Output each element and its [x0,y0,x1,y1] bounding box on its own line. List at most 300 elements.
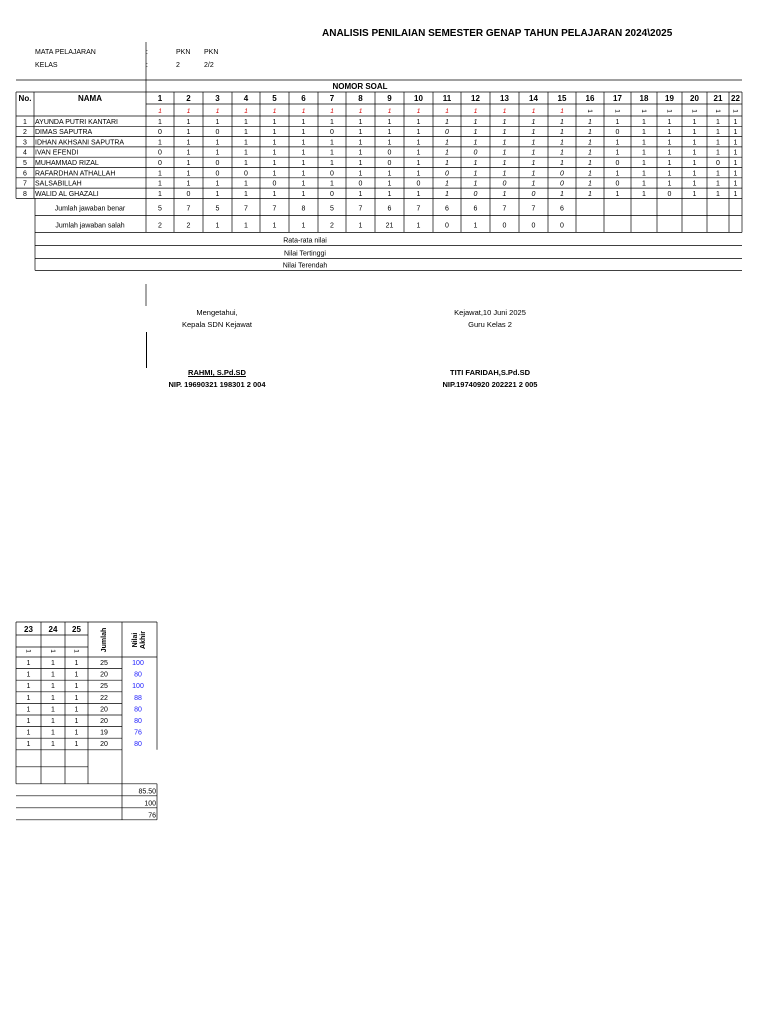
answer-cell: 0 [667,190,672,198]
answer-cell: 1 [588,170,592,178]
answer-cell: 0 [387,149,392,157]
jumlah-value: 20 [100,718,108,725]
answer-cell: 1 [716,139,720,147]
answer-cell: 1 [692,160,697,167]
answer-cell: 1 [692,170,697,178]
answer-cell: 1 [186,139,191,147]
answer-cell: 1 [642,118,646,126]
answer-cell: 1 [692,139,697,147]
answer-cell: 1 [642,160,646,167]
answer-cell: 1 [330,160,334,167]
answer-cell: 1 [560,129,564,137]
answer-cell: 1 [215,180,220,188]
jumlah-salah-value: 2 [186,222,191,230]
cont-question-number: 24 [48,625,58,634]
jumlah-benar-value: 7 [272,205,277,213]
answer-cell: 1 [215,190,220,198]
rata-rata-value: 85.50 [138,788,156,796]
answer-cell: 0 [560,180,564,188]
question-number: 9 [387,94,392,103]
answer-key: 1 [714,109,721,113]
student-name: IVAN EFENDI [35,149,79,157]
cont-answer-cell: 1 [74,706,79,714]
question-number: 2 [186,94,191,103]
jumlah-salah-value: 21 [385,222,394,230]
answer-cell: 1 [301,139,306,147]
cont-question-number: 23 [24,625,33,634]
answer-cell: 1 [531,139,536,147]
question-number: 11 [442,94,452,103]
jumlah-value: 22 [100,694,108,702]
question-number: 22 [731,94,740,103]
answer-cell: 1 [387,180,392,188]
answer-cell: 1 [733,118,738,126]
answer-cell: 1 [244,129,248,137]
answer-cell: 1 [502,129,507,137]
answer-cell: 0 [445,129,449,137]
answer-cell: 1 [560,139,564,147]
jumlah-salah-value: 1 [473,222,478,230]
answer-key: 1 [665,109,673,113]
answer-cell: 1 [158,139,162,147]
answer-cell: 1 [445,118,449,126]
nilai-akhir-value: 80 [134,706,142,714]
answer-cell: 1 [733,149,738,157]
answer-key: 1 [330,108,334,115]
student-no: 7 [23,180,27,188]
answer-cell: 0 [272,180,277,188]
jumlah-value: 19 [100,729,108,737]
jumlah-benar-value: 7 [531,205,536,213]
question-number: 10 [414,94,423,103]
cont-question-number: 25 [72,625,81,634]
jumlah-benar-label: Jumlah jawaban benar [54,205,126,213]
rata-rata-label: Rata-rata nilai [283,237,327,245]
cont-answer-cell: 1 [26,660,31,667]
cont-answer-cell: 1 [51,741,55,749]
answer-cell: 1 [301,170,306,178]
answer-cell: 0 [244,170,248,178]
jumlah-benar-value: 7 [502,205,507,213]
answer-cell: 1 [358,129,363,137]
answer-cell: 1 [692,190,697,198]
answer-cell: 1 [158,190,162,198]
question-number: 15 [557,94,567,103]
answer-cell: 0 [531,190,536,198]
question-number: 21 [713,94,723,103]
answer-cell: 1 [733,180,738,188]
kelas-value: 2 [176,62,180,69]
answer-cell: 1 [272,139,277,147]
cont-answer-cell: 1 [74,671,79,679]
answer-cell: 1 [588,190,592,198]
answer-cell: 1 [330,139,334,147]
nilai-akhir-value: 88 [134,694,142,702]
answer-cell: 1 [667,149,672,157]
answer-cell: 1 [733,160,738,167]
answer-cell: 1 [692,149,697,157]
cont-answer-cell: 1 [26,729,31,737]
cont-answer-cell: 1 [74,694,79,702]
answer-cell: 1 [215,118,220,126]
jumlah-benar-value: 7 [358,205,363,213]
answer-cell: 1 [215,149,220,157]
answer-cell: 1 [473,170,478,178]
cont-answer-cell: 1 [74,718,79,725]
jumlah-salah-value: 2 [158,222,162,230]
answer-cell: 1 [716,190,720,198]
answer-cell: 1 [733,129,738,137]
answer-cell: 1 [215,139,220,147]
answer-cell: 1 [416,129,421,137]
right-position: Guru Kelas 2 [468,320,512,329]
jumlah-salah-value: 0 [560,222,564,230]
answer-cell: 1 [642,149,646,157]
answer-cell: 1 [502,160,507,167]
answer-cell: 1 [272,170,277,178]
jumlah-value: 25 [100,683,108,691]
answer-cell: 1 [588,160,592,167]
answer-cell: 1 [692,129,697,137]
nilai-akhir-value: 80 [134,741,142,749]
answer-cell: 1 [716,149,720,157]
answer-cell: 1 [387,190,392,198]
answer-cell: 1 [502,139,507,147]
answer-cell: 1 [588,129,592,137]
jumlah-benar-value: 7 [244,205,248,213]
student-no: 6 [23,170,27,178]
answer-cell: 1 [272,149,277,157]
answer-cell: 1 [531,129,536,137]
jumlah-value: 20 [100,706,108,714]
answer-cell: 1 [301,118,306,126]
nilai-terendah-label: Nilai Terendah [282,262,328,270]
nilai-akhir-value: 76 [134,729,142,737]
answer-cell: 1 [667,118,672,126]
answer-cell: 0 [445,170,449,178]
answer-cell: 1 [416,149,421,157]
nomor-soal-header: NOMOR SOAL [332,82,388,91]
answer-key: 1 [613,109,621,113]
answer-cell: 1 [667,139,672,147]
jumlah-benar-value: 6 [387,205,392,213]
answer-cell: 1 [330,149,334,157]
answer-cell: 0 [358,180,363,188]
question-number: 16 [585,94,595,103]
answer-cell: 1 [716,170,720,178]
question-number: 4 [243,94,249,103]
answer-cell: 1 [330,118,334,126]
answer-cell: 0 [158,149,162,157]
answer-cell: 1 [186,129,191,137]
student-no: 1 [23,118,27,126]
student-no: 8 [23,190,27,198]
kelas-label: KELAS [35,62,58,69]
answer-cell: 1 [531,170,536,178]
cont-answer-cell: 1 [74,660,79,667]
answer-cell: 1 [387,129,392,137]
answer-cell: 1 [560,190,564,198]
answer-cell: 1 [301,129,306,137]
jumlah-salah-value: 0 [531,222,536,230]
no-header: No. [18,94,32,103]
right-signer-nip: NIP.19740920 202221 2 005 [442,380,538,389]
answer-cell: 1 [531,149,536,157]
answer-cell: 1 [642,139,646,147]
student-no: 3 [23,139,27,147]
answer-cell: 1 [387,118,392,126]
answer-cell: 1 [733,170,738,178]
question-number: 14 [529,94,538,103]
answer-cell: 1 [667,129,672,137]
answer-cell: 0 [330,170,334,178]
right-place-date: Kejawat,10 Juni 2025 [454,308,526,317]
answer-cell: 1 [158,170,162,178]
nilai-tertinggi-label: Nilai Tertinggi [284,250,326,258]
answer-key: 1 [690,109,698,113]
answer-cell: 1 [560,149,564,157]
answer-cell: 1 [445,139,449,147]
nilai-tertinggi-value: 100 [144,800,156,808]
jumlah-benar-value: 7 [186,205,191,213]
jumlah-benar-value: 6 [560,205,564,213]
answer-cell: 1 [358,139,363,147]
answer-cell: 1 [667,180,672,188]
answer-key: 1 [158,108,162,115]
answer-cell: 0 [186,190,191,198]
nilai-akhir-value: 100 [132,660,144,667]
cont-answer-cell: 1 [51,671,55,679]
answer-cell: 1 [387,170,392,178]
answer-cell: 1 [667,160,672,167]
cont-answer-cell: 1 [51,706,55,714]
answer-cell: 1 [158,118,162,126]
answer-cell: 1 [158,180,162,188]
nama-header: NAMA [78,94,102,103]
answer-cell: 0 [716,160,720,167]
student-no: 2 [23,129,27,137]
student-name: MUHAMMAD RIZAL [35,160,99,167]
answer-key: 1 [358,108,363,115]
answer-cell: 1 [716,118,720,126]
question-number: 6 [301,94,306,103]
answer-cell: 1 [186,160,191,167]
left-position: Kepala SDN Kejawat [181,320,253,329]
answer-cell: 1 [416,170,421,178]
jumlah-benar-value: 8 [301,205,306,213]
answer-cell: 0 [473,190,478,198]
answer-cell: 0 [215,170,220,178]
nilai-akhir-value: 80 [134,718,142,725]
cont-answer-key: 1 [24,649,32,653]
jumlah-salah-value: 1 [416,222,421,230]
mapel-value-2: PKN [204,49,219,56]
question-number: 8 [358,94,363,103]
answer-key: 1 [215,108,220,115]
question-number: 18 [639,94,649,103]
answer-cell: 1 [358,190,363,198]
mapel-label: MATA PELAJARAN [35,49,96,56]
answer-cell: 1 [186,118,191,126]
answer-cell: 1 [473,118,478,126]
cont-answer-cell: 1 [26,694,31,702]
student-name: SALSABILLAH [35,180,82,188]
cont-answer-cell: 1 [74,683,79,691]
answer-cell: 1 [588,139,592,147]
answer-cell: 1 [733,139,738,147]
answer-cell: 0 [560,170,564,178]
page-title: ANALISIS PENILAIAN SEMESTER GENAP TAHUN PELAJARAN 2024\2025 [322,28,673,39]
answer-cell: 1 [416,118,421,126]
kelas-value-2: 2/2 [204,62,214,69]
answer-cell: 1 [272,160,277,167]
answer-cell: 1 [692,118,697,126]
cont-answer-cell: 1 [51,660,55,667]
answer-cell: 1 [588,180,592,188]
answer-key: 1 [586,109,593,113]
answer-cell: 1 [531,118,536,126]
jumlah-benar-value: 5 [215,205,220,213]
answer-cell: 1 [531,180,536,188]
cont-answer-cell: 1 [51,718,55,725]
cont-answer-key: 1 [49,649,56,653]
akhir-header: Akhir [140,631,147,649]
answer-cell: 0 [158,160,162,167]
answer-cell: 1 [716,129,720,137]
answer-cell: 0 [615,160,620,167]
question-number: 13 [500,94,509,103]
cont-answer-cell: 1 [26,671,31,679]
answer-cell: 1 [473,160,478,167]
mapel-colon: : [146,49,148,56]
student-name: DIMAS SAPUTRA [35,129,93,137]
answer-cell: 1 [244,149,248,157]
student-name: WALID AL GHAZALI [35,190,99,198]
answer-cell: 0 [416,180,421,188]
answer-cell: 1 [272,118,277,126]
answer-cell: 0 [615,129,620,137]
answer-key: 1 [272,108,277,115]
jumlah-salah-label: Jumlah jawaban salah [55,222,125,230]
answer-cell: 1 [244,118,248,126]
answer-cell: 1 [502,149,507,157]
left-signer-nip: NIP. 19690321 198301 2 004 [168,380,266,389]
answer-cell: 0 [615,180,620,188]
answer-cell: 1 [642,170,646,178]
student-name: RAFARDHAN ATHALLAH [35,170,116,178]
cont-answer-cell: 1 [26,718,31,725]
answer-key: 1 [640,109,647,113]
answer-cell: 1 [445,160,449,167]
student-name: IDHAN AKHSANI SAPUTRA [35,139,125,147]
cont-answer-cell: 1 [74,729,79,737]
jumlah-value: 20 [100,741,108,749]
answer-cell: 1 [615,149,620,157]
jumlah-salah-value: 2 [330,222,334,230]
answer-analysis-table [0,0,768,310]
answer-cell: 1 [330,180,334,188]
jumlah-benar-value: 7 [416,205,421,213]
question-number: 3 [215,94,220,103]
nilai-akhir-value: 100 [132,683,144,691]
answer-cell: 1 [416,160,421,167]
answer-cell: 0 [330,190,334,198]
continuation-table [0,600,200,840]
answer-cell: 1 [244,190,248,198]
cont-answer-cell: 1 [51,683,55,691]
left-greeting: Mengetahui, [196,308,238,317]
answer-key: 1 [416,108,421,115]
answer-cell: 1 [358,118,363,126]
cont-answer-key: 1 [72,649,80,653]
jumlah-value: 25 [100,660,108,667]
answer-cell: 1 [502,118,507,126]
answer-cell: 1 [588,118,592,126]
answer-cell: 1 [642,180,646,188]
jumlah-salah-value: 0 [445,222,449,230]
answer-cell: 1 [186,170,191,178]
signature-divider [146,332,147,368]
answer-cell: 1 [615,170,620,178]
student-no: 5 [23,160,27,167]
jumlah-benar-value: 6 [445,205,449,213]
jumlah-salah-value: 1 [358,222,363,230]
answer-cell: 1 [387,139,392,147]
answer-cell: 1 [615,190,620,198]
answer-cell: 1 [244,160,248,167]
answer-cell: 0 [387,160,392,167]
answer-key: 1 [560,108,564,115]
kelas-colon: : [146,62,148,69]
question-number: 20 [690,94,699,103]
answer-cell: 0 [215,160,220,167]
answer-cell: 1 [502,190,507,198]
cont-answer-cell: 1 [51,729,55,737]
answer-cell: 1 [642,190,646,198]
question-number: 5 [272,94,277,103]
nilai-terendah-value: 76 [148,812,156,820]
answer-cell: 1 [358,149,363,157]
answer-cell: 1 [445,190,449,198]
answer-cell: 1 [244,139,248,147]
jumlah-salah-value: 1 [244,222,248,230]
cont-answer-cell: 1 [74,741,79,749]
left-signer-name: RAHMI, S.Pd.SD [188,368,246,377]
answer-cell: 1 [416,139,421,147]
right-signer-name: TITI FARIDAH,S.Pd.SD [449,368,530,377]
answer-key: 1 [473,108,478,115]
jumlah-salah-value: 1 [215,222,220,230]
answer-cell: 1 [615,118,620,126]
answer-cell: 1 [733,190,738,198]
answer-cell: 1 [692,180,697,188]
answer-cell: 0 [473,149,478,157]
answer-cell: 0 [158,129,162,137]
answer-cell: 1 [272,190,277,198]
answer-cell: 1 [186,180,191,188]
answer-cell: 1 [301,160,306,167]
answer-cell: 1 [560,118,564,126]
nilai-akhir-value: 80 [134,671,142,679]
answer-cell: 1 [301,149,306,157]
jumlah-header: Jumlah [101,627,108,653]
cont-answer-cell: 1 [26,741,31,749]
answer-cell: 0 [215,129,220,137]
answer-key: 1 [502,108,507,115]
answer-cell: 1 [716,180,720,188]
answer-cell: 1 [473,139,478,147]
question-number: 19 [665,94,674,103]
